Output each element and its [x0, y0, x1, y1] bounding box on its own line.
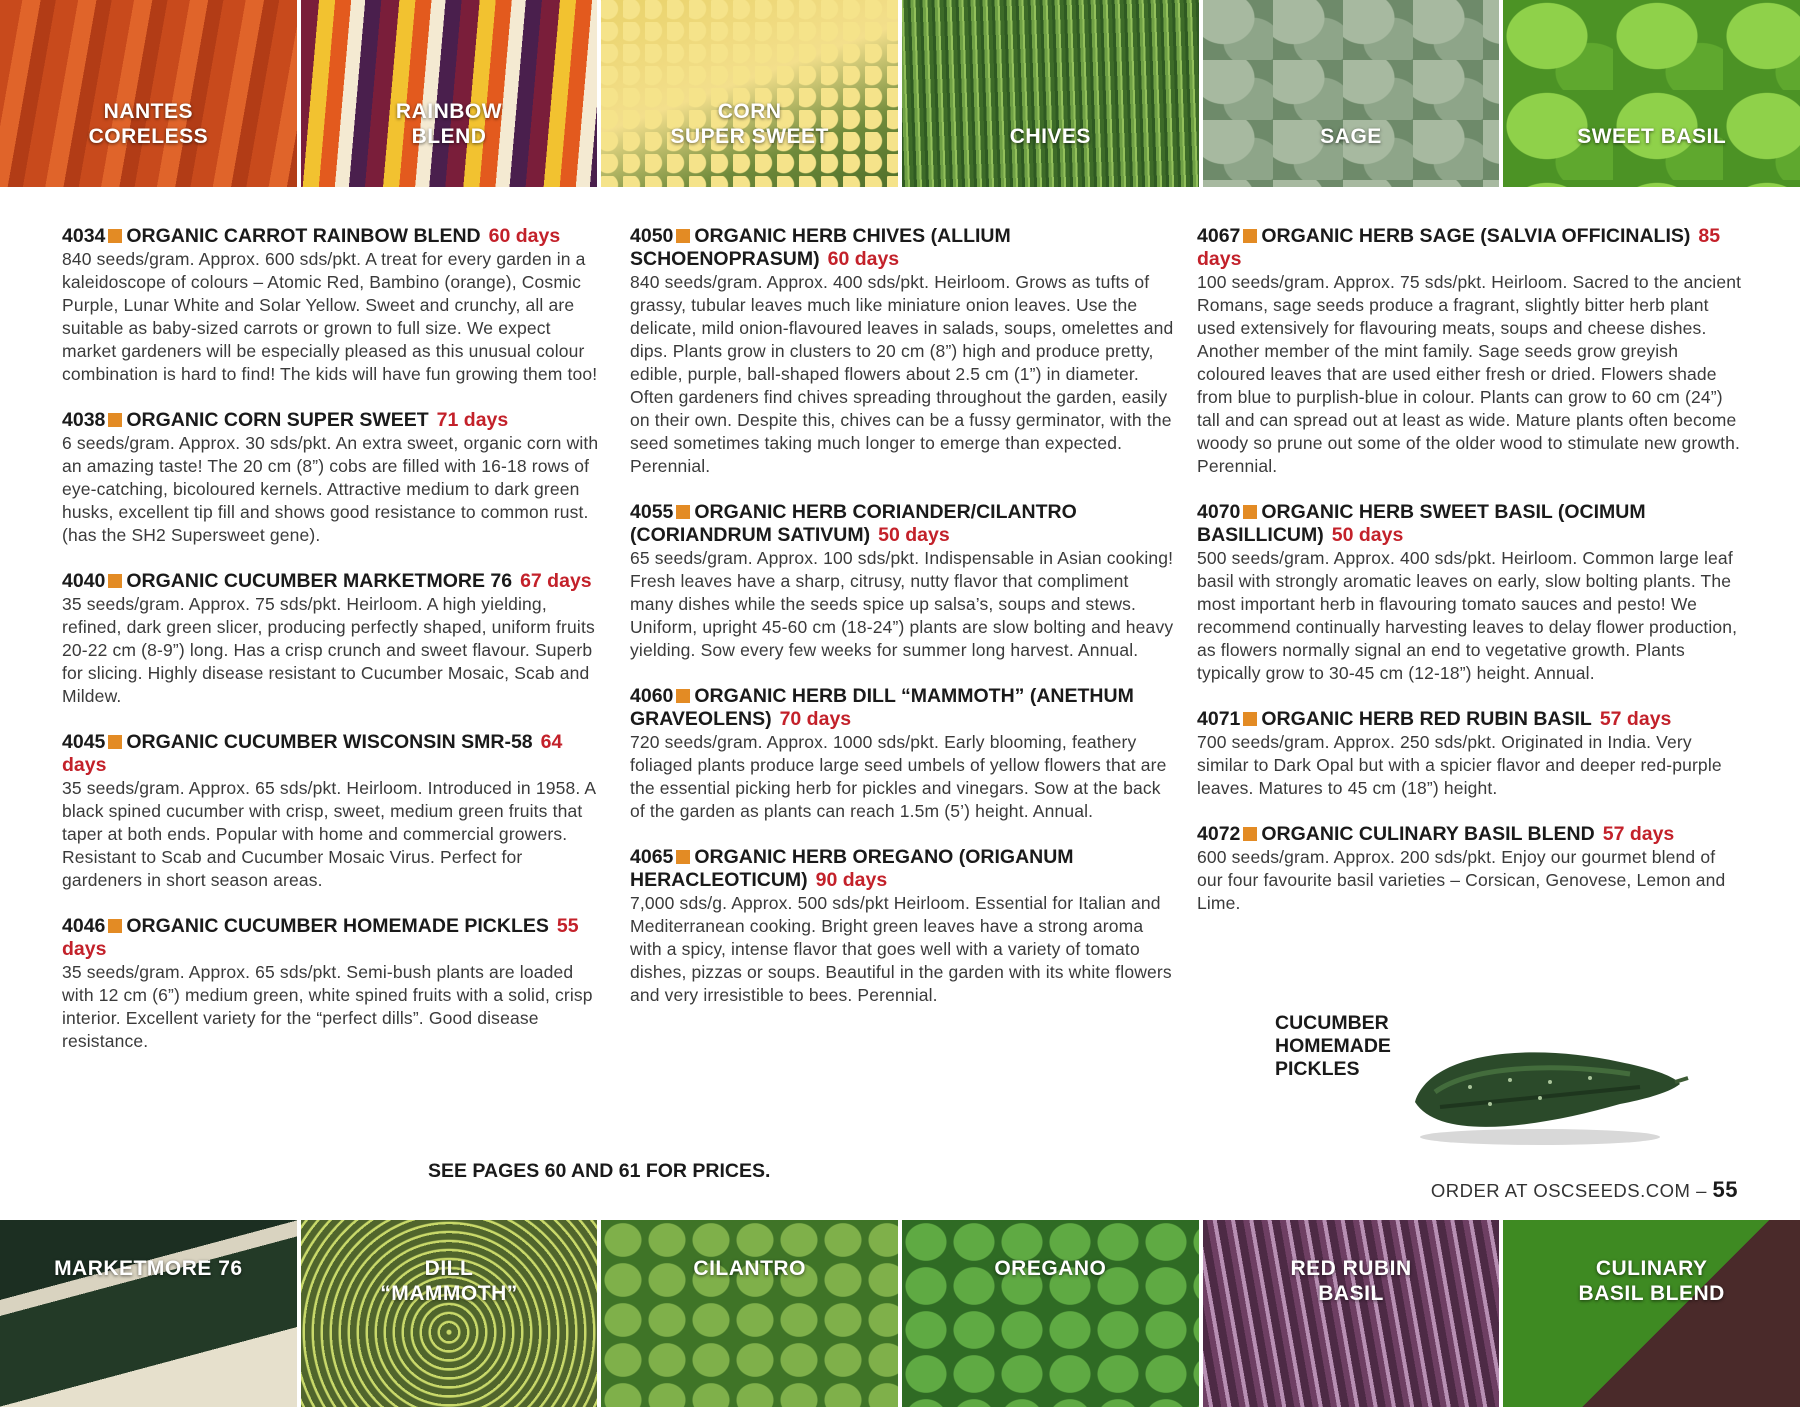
product-title: ORGANIC CUCUMBER WISCONSIN SMR-58 [126, 731, 533, 753]
tile-culinary-basil-blend [1503, 1220, 1800, 1407]
days-to-maturity: 85 days [1197, 225, 1721, 270]
product-heading [1197, 225, 1742, 271]
tile-label: RAINBOW BLEND [395, 100, 503, 148]
product-title: ORGANIC HERB RED RUBIN BASIL [1261, 708, 1592, 730]
days-to-maturity: 64 days [62, 731, 563, 776]
orange-square-icon [676, 229, 690, 243]
orange-square-icon [108, 413, 122, 427]
product-description: 600 seeds/gram. Approx. 200 sds/pkt. Enjoy our gourmet blend of our four favourite basil varieties – Corsican, Genovese, Lemon and Lime. [1197, 847, 1726, 913]
product-description: 65 seeds/gram. Approx. 100 sds/pkt. Indispensable in Asian cooking! Fresh leaves have a sharp, citrusy, nutty flavor that compliment many dishes while the seeds spice up salsa’s, soups and stews. Uniform, upright 45-60 cm (18-24”) plants are slow bolting and heavy yielding. Sow every few weeks for summer long harvest. Annual. [630, 548, 1174, 660]
days-to-maturity: 55 days [62, 915, 579, 960]
product-description: 840 seeds/gram. Approx. 600 sds/pkt. A treat for every garden in a kaleidoscope of colours – Atomic Red, Bambino (orange), Cosmic Purple, Lunar White and Solar Yellow. Sweet and crunchy, all are suitable as baby-sized carrots or grown to full size. We expect market gardeners will be especially pleased as this unusual colour combination is hard to find! The kids will have fun growing them too! [62, 249, 598, 384]
product-entry [62, 915, 607, 1053]
tile-label: SAGE [1320, 125, 1382, 148]
tile-label: CULINARY BASIL BLEND [1578, 1257, 1725, 1305]
catalog-columns [62, 225, 1742, 1125]
product-title: ORGANIC CARROT RAINBOW BLEND [126, 225, 481, 247]
tile-nantes-coreless [0, 0, 297, 187]
product-code: 4071 [1197, 708, 1241, 730]
orange-square-icon [1243, 712, 1257, 726]
tile-oregano [902, 1220, 1199, 1407]
product-entry [630, 501, 1175, 662]
product-title: ORGANIC HERB DILL “MAMMOTH” (ANETHUM GRAVEOLENS) [630, 685, 1134, 730]
product-description: 35 seeds/gram. Approx. 65 sds/pkt. Semi-bush plants are loaded with 12 cm (6”) medium green, white spined fruits with a solid, crisp interior. Excellent variety for the “perfect dills”. Good disease resistance. [62, 962, 593, 1051]
orange-square-icon [1243, 229, 1257, 243]
product-code: 4050 [630, 225, 674, 247]
product-code: 4045 [62, 731, 106, 753]
product-entry [630, 846, 1175, 1007]
product-heading [630, 685, 1175, 731]
cucumber-image [1390, 1032, 1690, 1147]
tile-dill-mammoth [301, 1220, 598, 1407]
product-title: ORGANIC HERB SWEET BASIL (OCIMUM BASILLICUM) [1197, 501, 1646, 546]
order-text: ORDER AT OSCSEEDS.COM – [1430, 1180, 1707, 1201]
days-to-maturity: 90 days [815, 869, 888, 891]
orange-square-icon [676, 689, 690, 703]
product-title: ORGANIC HERB CORIANDER/CILANTRO (CORIANDRUM SATIVUM) [630, 501, 1077, 546]
product-description: 700 seeds/gram. Approx. 250 sds/pkt. Originated in India. Very similar to Dark Opal but with a spicier flavor and deeper red-purple leaves. Matures to 45 cm (18”) height. [1197, 732, 1722, 798]
cucumber-caption: CUCUMBER HOMEMADE PICKLES [1275, 1012, 1391, 1080]
column-3 [1197, 225, 1742, 938]
product-heading [630, 501, 1175, 547]
tile-red-rubin-basil [1203, 1220, 1500, 1407]
tile-label: DILL “MAMMOTH” [380, 1257, 518, 1305]
product-heading [62, 570, 607, 593]
tile-chives [902, 0, 1199, 187]
tile-sweet-basil [1503, 0, 1800, 187]
product-code: 4067 [1197, 225, 1241, 247]
product-entry [630, 685, 1175, 823]
product-description: 7,000 sds/g. Approx. 500 sds/pkt Heirloom. Essential for Italian and Mediterranean cooking. Bright green leaves have a strong aroma with a spicy, intense flavor that goes well with a variety of tomato dishes, pizzas or soups. Beautiful in the garden with its white flowers and very irresistible to bees. Perennial. [630, 893, 1172, 1005]
days-to-maturity: 71 days [436, 409, 509, 431]
product-code: 4034 [62, 225, 106, 247]
days-to-maturity: 50 days [1331, 524, 1404, 546]
product-title: ORGANIC CUCUMBER HOMEMADE PICKLES [126, 915, 549, 937]
tile-label: MARKETMORE 76 [54, 1257, 243, 1280]
product-title: ORGANIC CUCUMBER MARKETMORE 76 [126, 570, 513, 592]
column-1 [62, 225, 607, 1076]
product-heading [62, 409, 607, 432]
tile-label: NANTES CORELESS [88, 100, 209, 148]
product-entry [1197, 823, 1742, 915]
product-description: 840 seeds/gram. Approx. 400 sds/pkt. Heirloom. Grows as tufts of grassy, tubular leaves much like miniature onion leaves. Use the delicate, mild onion-flavoured leaves in salads, soups, omelettes and dips. Plants grow in clusters to 20 cm (8”) high and produce pretty, edible, purple, ball-shaped flowers about 2.5 cm (1”) in diameter. Often gardeners find chives spreading throughout the garden, easily on their own. Despite this, chives can be a fussy germinator, with the seed sometimes taking much longer to emerge than expected. Perennial. [630, 272, 1174, 476]
product-description: 35 seeds/gram. Approx. 75 sds/pkt. Heirloom. A high yielding, refined, dark green slicer, producing perfectly shaped, uniform fruits 20-22 cm (8-9”) long. Has a crisp crunch and sweet flavour. Superb for slicing. Highly disease resistant to Cucumber Mosaic, Scab and Mildew. [62, 594, 595, 706]
tile-label: CHIVES [1009, 125, 1091, 148]
product-description: 100 seeds/gram. Approx. 75 sds/pkt. Heirloom. Sacred to the ancient Romans, sage seeds produce a fragrant, slightly bitter herb plant used extensively for flavouring meats, soups and cheese dishes. Another member of the mint family. Sage seeds grow greyish coloured leaves that are used either fresh or dried. Flowers shade from blue to purplish-blue in colour. Plants can grow to 60 cm (24”) tall and can spread out at least as wide. Mature plants often become woody so prune out some of the older wood to stimulate new growth. Perennial. [1197, 272, 1742, 476]
product-title: ORGANIC HERB SAGE (SALVIA OFFICINALIS) [1261, 225, 1691, 247]
product-entry [1197, 501, 1742, 685]
orange-square-icon [676, 850, 690, 864]
tile-label: CORN SUPER SWEET [670, 100, 829, 148]
see-pages-note: SEE PAGES 60 AND 61 FOR PRICES. [428, 1160, 771, 1182]
product-description: 35 seeds/gram. Approx. 65 sds/pkt. Heirloom. Introduced in 1958. A black spined cucumber with crisp, sweet, medium green fruits that taper at both ends. Popular with home and commercial growers. Resistant to Scab and Cucumber Mosaic Virus. Perfect for gardeners in short season areas. [62, 778, 596, 890]
orange-square-icon [108, 229, 122, 243]
cucumber-feature [1275, 1012, 1695, 1147]
tile-sage [1203, 0, 1500, 187]
product-heading [62, 915, 607, 961]
tile-label: OREGANO [994, 1257, 1107, 1280]
orange-square-icon [108, 735, 122, 749]
product-entry [62, 570, 607, 708]
product-heading [630, 846, 1175, 892]
product-description: 720 seeds/gram. Approx. 1000 sds/pkt. Early blooming, feathery foliaged plants produce large seed umbels of yellow flowers that are the essential picking herb for pickles and vinegars. Sow at the back of the garden as plants can reach 1.5m (5’) height. Annual. [630, 732, 1167, 821]
days-to-maturity: 67 days [520, 570, 592, 592]
product-entry [62, 409, 607, 547]
product-heading [1197, 823, 1742, 846]
product-description: 6 seeds/gram. Approx. 30 sds/pkt. An extra sweet, organic corn with an amazing taste! The 20 cm (8”) cobs are filled with 16-18 rows of eye-catching, bicoloured kernels. Attractive medium to dark green husks, excellent tip fill and shows good resistance to common rust. (has the SH2 Supersweet gene). [62, 433, 599, 545]
product-code: 4072 [1197, 823, 1241, 845]
product-heading [1197, 708, 1742, 731]
product-heading [630, 225, 1175, 271]
order-footer [1431, 1177, 1738, 1203]
product-entry [1197, 708, 1742, 800]
product-entry [1197, 225, 1742, 478]
days-to-maturity: 70 days [779, 708, 852, 730]
days-to-maturity: 57 days [1599, 708, 1672, 730]
product-entry [630, 225, 1175, 478]
product-code: 4070 [1197, 501, 1241, 523]
tile-label: SWEET BASIL [1577, 125, 1727, 148]
tile-rainbow-blend [301, 0, 598, 187]
product-description: 500 seeds/gram. Approx. 400 sds/pkt. Heirloom. Common large leaf basil with strongly aromatic leaves on early, slow bolting plants. The most important herb in flavouring tomato sauces and pesto! We recommend continually harvesting leaves to delay flower production, as flowers normally signal an end to vegetative growth. Plants typically grow to 30-45 cm (12-18”) height. Annual. [1197, 548, 1738, 683]
product-title: ORGANIC HERB CHIVES (ALLIUM SCHOENOPRASUM) [630, 225, 1011, 270]
product-entry [62, 731, 607, 892]
tile-label: CILANTRO [693, 1257, 806, 1280]
orange-square-icon [1243, 827, 1257, 841]
product-code: 4040 [62, 570, 106, 592]
tile-cilantro [601, 1220, 898, 1407]
days-to-maturity: 50 days [878, 524, 950, 546]
product-code: 4046 [62, 915, 106, 937]
column-2 [630, 225, 1175, 1030]
product-entry [62, 225, 607, 386]
orange-square-icon [108, 574, 122, 588]
bottom-photo-strip [0, 1220, 1800, 1407]
orange-square-icon [108, 919, 122, 933]
orange-square-icon [1243, 505, 1257, 519]
tile-marketmore-76 [0, 1220, 297, 1407]
product-code: 4060 [630, 685, 674, 707]
product-code: 4055 [630, 501, 674, 523]
top-photo-strip [0, 0, 1800, 187]
orange-square-icon [676, 505, 690, 519]
days-to-maturity: 57 days [1602, 823, 1675, 845]
page-number: 55 [1712, 1177, 1738, 1202]
product-heading [62, 731, 607, 777]
product-title: ORGANIC HERB OREGANO (ORIGANUM HERACLEOTICUM) [630, 846, 1074, 891]
product-heading [1197, 501, 1742, 547]
product-heading [62, 225, 607, 248]
tile-label: RED RUBIN BASIL [1290, 1257, 1412, 1305]
product-title: ORGANIC CORN SUPER SWEET [126, 409, 429, 431]
product-code: 4038 [62, 409, 106, 431]
product-title: ORGANIC CULINARY BASIL BLEND [1261, 823, 1595, 845]
tile-corn-super-sweet [601, 0, 898, 187]
days-to-maturity: 60 days [827, 248, 900, 270]
product-code: 4065 [630, 846, 674, 868]
days-to-maturity: 60 days [488, 225, 561, 247]
